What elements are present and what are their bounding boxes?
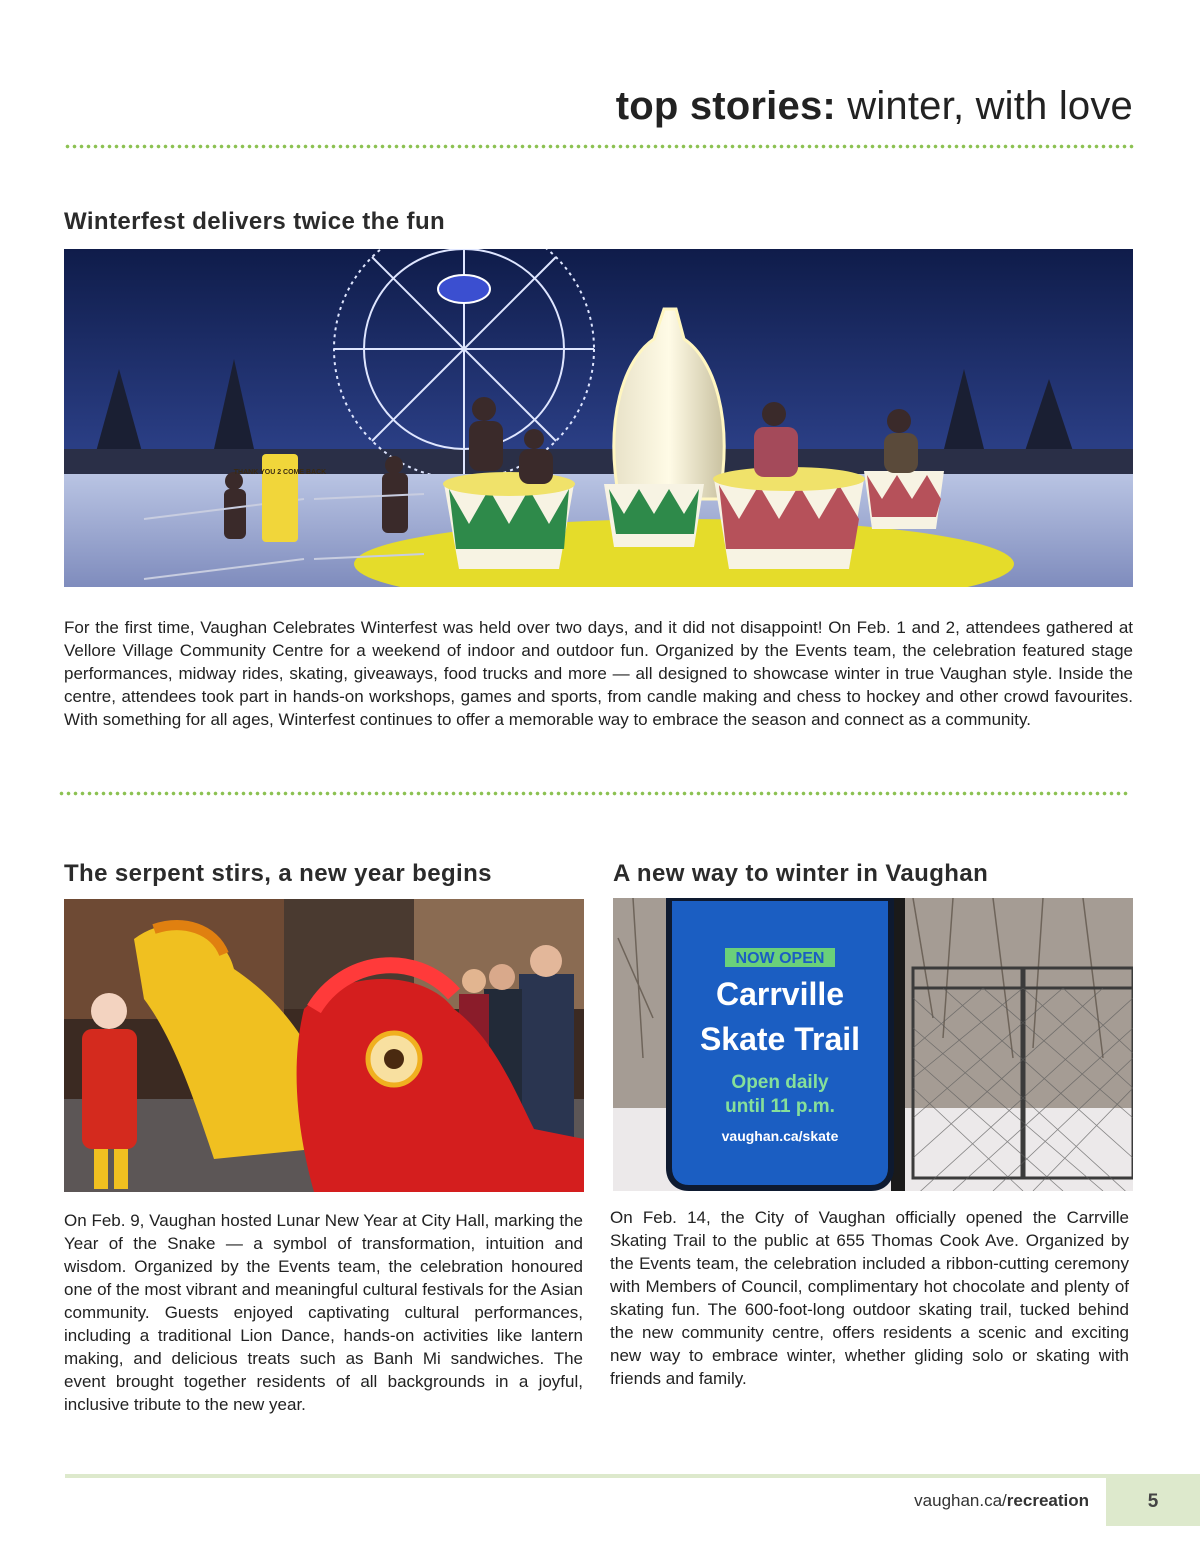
page-number: 5 — [1106, 1478, 1200, 1526]
section-divider — [58, 791, 1130, 796]
footer-url-bold: recreation — [1006, 1491, 1089, 1510]
skate-photo — [613, 898, 1133, 1191]
footer-url-prefix: vaughan.ca/ — [914, 1491, 1007, 1510]
winterfest-title: Winterfest delivers twice the fun — [64, 208, 446, 235]
lunar-body: On Feb. 9, Vaughan hosted Lunar New Year at City Hall, marking the Year of the Snake — a symbol of transformation, intuition and wisdom. Organized by the Events team, the celebration honoured one of the most vibrant and meaningful cultural festivals for the Asian community. Guests enjoyed captivating cultural performances, including a traditional Lion Dance, hands-on activities like lantern making, and delicious treats such as Banh Mi sandwiches. The event brought together residents of all backgrounds in a joyful, inclusive tribute to the new year. — [64, 1211, 583, 1414]
winterfest-body: For the first time, Vaughan Celebrates Winterfest was held over two days, and it did not disappoint! On Feb. 1 and 2, attendees gathered at Vellore Village Community Centre for a weekend of indoor and outdoor fun. Organized by the Events team, the celebration featured stage performances, midway rides, skating, giveaways, food trucks and more — all designed to showcase winter in true Vaughan style. Inside the centre, attendees took part in hands-on workshops, games and sports, from candle making and chess to hockey and other crowd favourites. With something for all ages, Winterfest continues to offer a memorable way to embrace the season and connect as a community. — [64, 618, 1133, 729]
skate-sign-hours1: Open daily — [731, 1072, 829, 1093]
skate-body: On Feb. 14, the City of Vaughan officially opened the Carrville Skating Trail to the public at 655 Thomas Cook Ave. Organized by the Events team, the celebration included a ribbon-cutting ceremony with Members of Council, complimentary hot chocolate and plenty of skating fun. The 600-foot-long outdoor skating trail, tucked behind the new community centre, offers residents a scenic and exciting new way to embrace winter, whether gliding solo or skating with friends and family. — [610, 1208, 1129, 1388]
page-title-bold: top stories: — [615, 84, 836, 128]
lunar-photo — [64, 899, 584, 1192]
skate-sign-line2: Skate Trail — [699, 1021, 861, 1057]
footer-rule — [65, 1474, 1200, 1478]
skate-title: A new way to winter in Vaughan — [613, 860, 989, 887]
winterfest-sign-text: THANK YOU 2 COME BACK — [233, 469, 327, 476]
header-divider — [64, 144, 1136, 149]
winterfest-photo — [64, 249, 1133, 587]
skate-sign-badge: NOW OPEN — [735, 950, 825, 967]
skate-sign-hours2: until 11 p.m. — [725, 1096, 835, 1117]
footer-url[interactable] — [914, 1491, 1089, 1511]
skate-sign-url: vaughan.ca/skate — [721, 1128, 839, 1144]
page-title — [616, 84, 1133, 129]
skate-sign-line1: Carrville — [715, 976, 845, 1012]
lunar-title: The serpent stirs, a new year begins — [64, 860, 492, 887]
page-title-light: winter, with love — [847, 84, 1133, 128]
